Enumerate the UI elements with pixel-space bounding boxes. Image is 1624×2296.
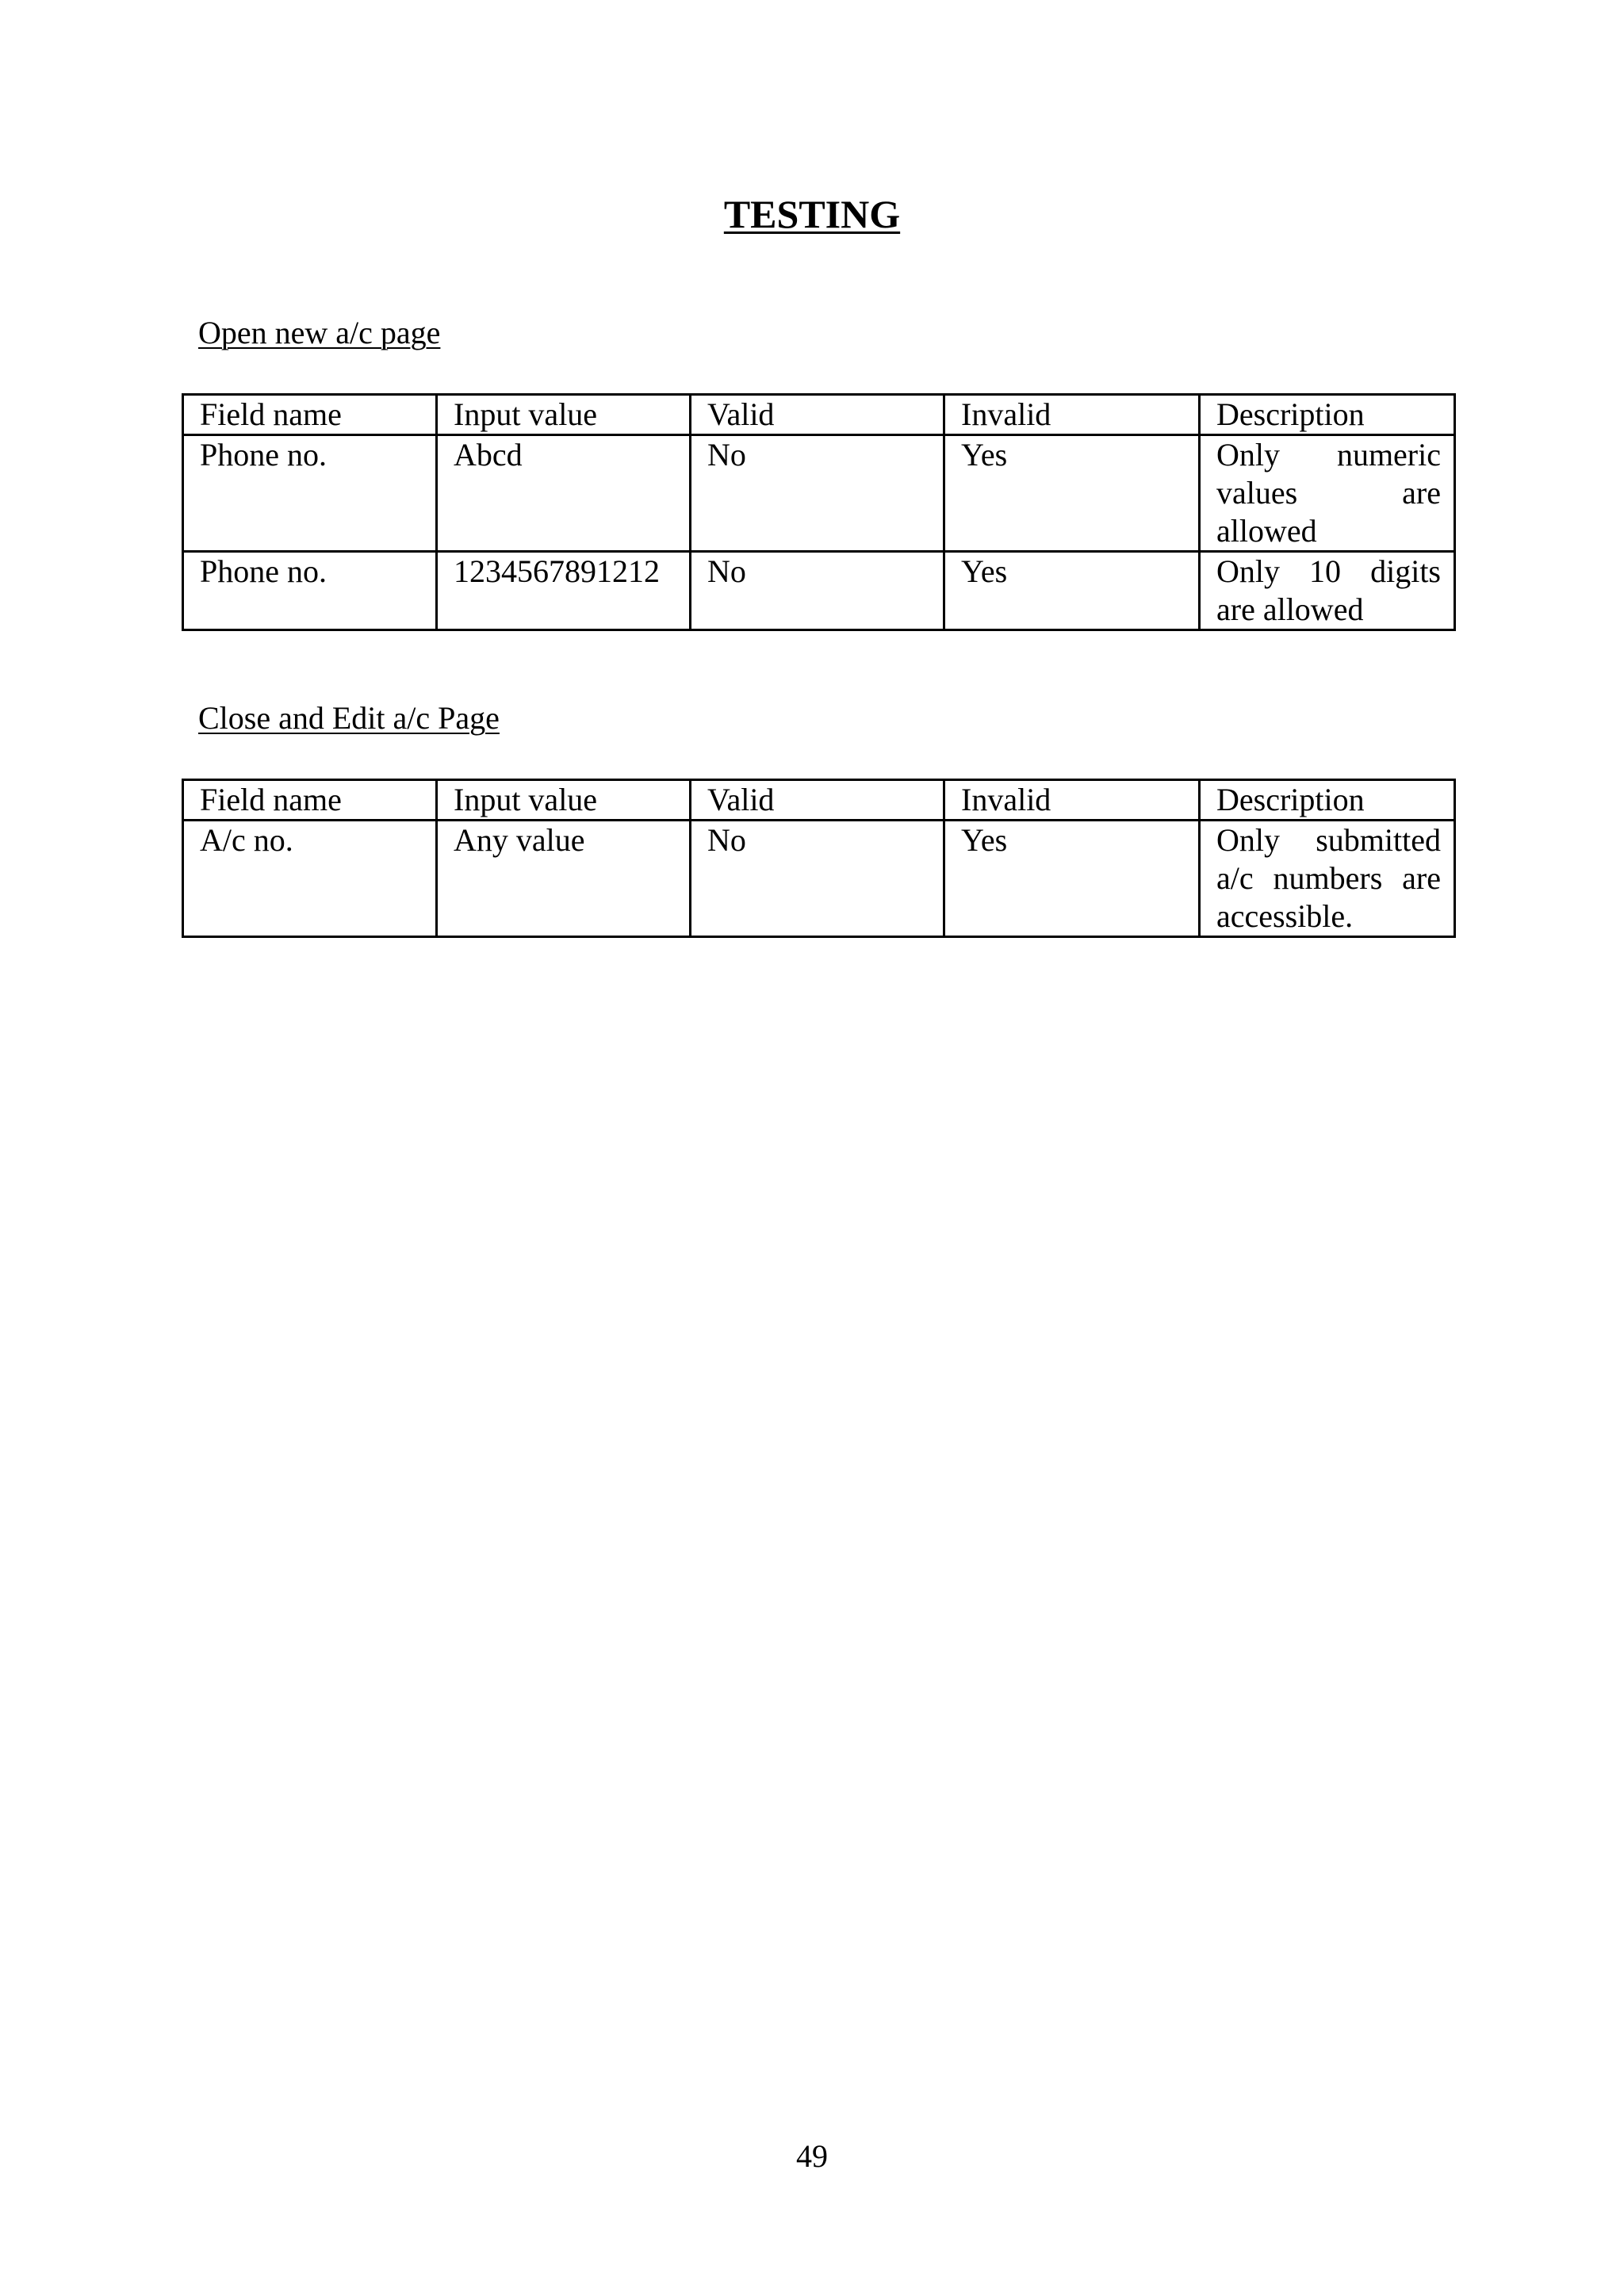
column-header-description: Description [1200,780,1455,821]
column-header-invalid: Invalid [944,780,1200,821]
test-table-open-account [182,393,1456,631]
table-header-row [183,395,1455,435]
cell-field-name: A/c no. [183,821,437,937]
section-heading-open-account: Open new a/c page [198,315,441,350]
column-header-invalid: Invalid [944,395,1200,435]
column-header-field-name: Field name [183,395,437,435]
table-row [183,552,1455,630]
cell-description: Only submitted a/c numbers are accessible. [1200,821,1455,937]
cell-field-name: Phone no. [183,552,437,630]
cell-input-value: Abcd [437,435,691,552]
table-row [183,821,1455,937]
cell-field-name: Phone no. [183,435,437,552]
column-header-field-name: Field name [183,780,437,821]
cell-description: Only 10 digits are allowed [1200,552,1455,630]
column-header-description: Description [1200,395,1455,435]
table-row [183,435,1455,552]
page-number: 49 [796,2138,828,2174]
cell-valid: No [691,821,944,937]
cell-valid: No [691,435,944,552]
cell-valid: No [691,552,944,630]
page-title: TESTING [723,192,901,236]
test-table-close-edit-account [182,779,1456,938]
column-header-input-value: Input value [437,395,691,435]
cell-input-value: Any value [437,821,691,937]
column-header-valid: Valid [691,780,944,821]
table-header-row [183,780,1455,821]
section-heading-close-edit-account: Close and Edit a/c Page [198,700,500,736]
cell-invalid: Yes [944,552,1200,630]
column-header-valid: Valid [691,395,944,435]
column-header-input-value: Input value [437,780,691,821]
cell-description: Only numeric values are allowed [1200,435,1455,552]
cell-invalid: Yes [944,821,1200,937]
cell-input-value: 1234567891212 [437,552,691,630]
cell-invalid: Yes [944,435,1200,552]
